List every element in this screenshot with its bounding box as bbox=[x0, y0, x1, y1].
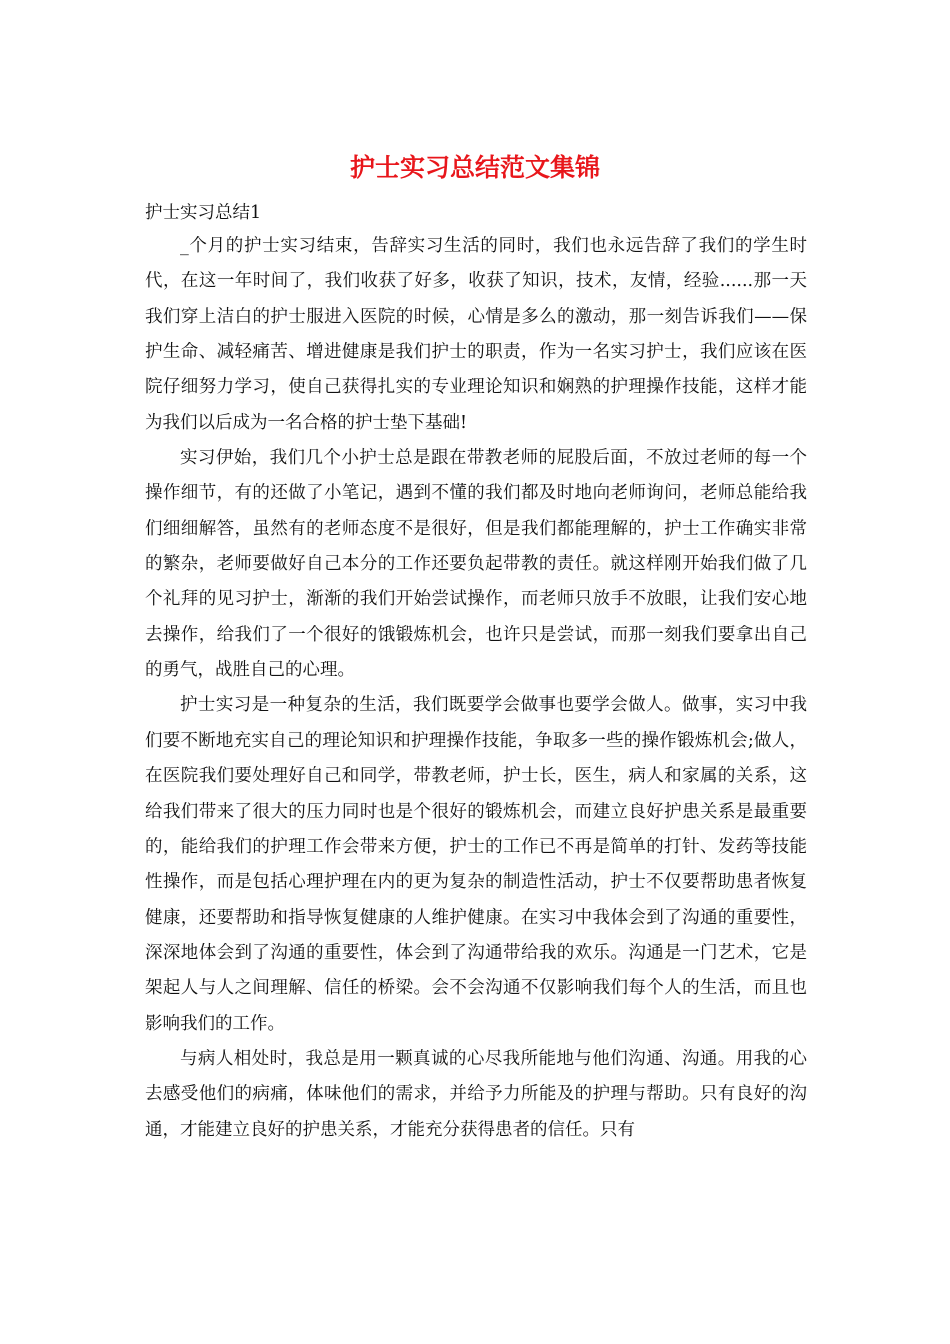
paragraph-3: 护士实习是一种复杂的生活，我们既要学会做事也要学会做人。做事，实习中我们要不断地充实自己的理论知识和护理操作技能，争取多一些的操作锻炼机会;做人，在医院我们要处理好自己和同学，带教老师，护士长，医生，病人和家属的关系，这给我们带来了很大的压力同时也是个很好的锻炼机会，而建立良好护患关系是最重要的，能给我们的护理工作会带来方便，护士的工作已不再是简单的打针、发药等技能性操作，而是包括心理护理在内的更为复杂的制造性活动，护士不仅要帮助患者恢复健康，还要帮助和指导恢复健康的人维护健康。在实习中我体会到了沟通的重要性，深深地体会到了沟通的重要性，体会到了沟通带给我的欢乐。沟通是一门艺术，它是架起人与人之间理解、信任的桥梁。会不会沟通不仅影响我们每个人的生活，而且也影响我们的工作。 bbox=[145, 695, 807, 1034]
section-heading: 护士实习总结1 bbox=[145, 203, 262, 223]
paragraph-1: _个月的护士实习结束，告辞实习生活的同时，我们也永远告辞了我们的学生时代，在这一年时间了，我们收获了好多，收获了知识，技术，友情，经验......那一天我们穿上洁白的护士服进入医院的时候，心情是多么的激动，那一刻告诉我们——保护生命、减轻痛苦、增进健康是我们护士的职责，作为一名实习护士，我们应该在医院仔细努力学习，使自己获得扎实的专业理论知识和娴熟的护理操作技能，这样才能为我们以后成为一名合格的护士垫下基础! bbox=[145, 236, 807, 433]
document-title: 护士实习总结范文集锦 bbox=[349, 153, 600, 182]
paragraph-2: 实习伊始，我们几个小护士总是跟在带教老师的屁股后面，不放过老师的每一个操作细节，有的还做了小笔记，遇到不懂的我们都及时地向老师询问，老师总能给我们细细解答，虽然有的老师态度不是很好，但是我们都能理解的，护士工作确实非常的繁杂，老师要做好自己本分的工作还要负起带教的责任。就这样刚开始我们做了几个礼拜的见习护士，渐渐的我们开始尝试操作，而老师只放手不放眼，让我们安心地去操作，给我们了一个很好的饿锻炼机会，也许只是尝试，而那一刻我们要拿出自己的勇气，战胜自己的心理。 bbox=[145, 448, 807, 681]
document-body bbox=[145, 229, 807, 1148]
paragraph-4: 与病人相处时，我总是用一颗真诚的心尽我所能地与他们沟通、沟通。用我的心去感受他们的病痛，体味他们的需求，并给予力所能及的护理与帮助。只有良好的沟通，才能建立良好的护患关系，才能充分获得患者的信任。只有 bbox=[145, 1048, 807, 1140]
